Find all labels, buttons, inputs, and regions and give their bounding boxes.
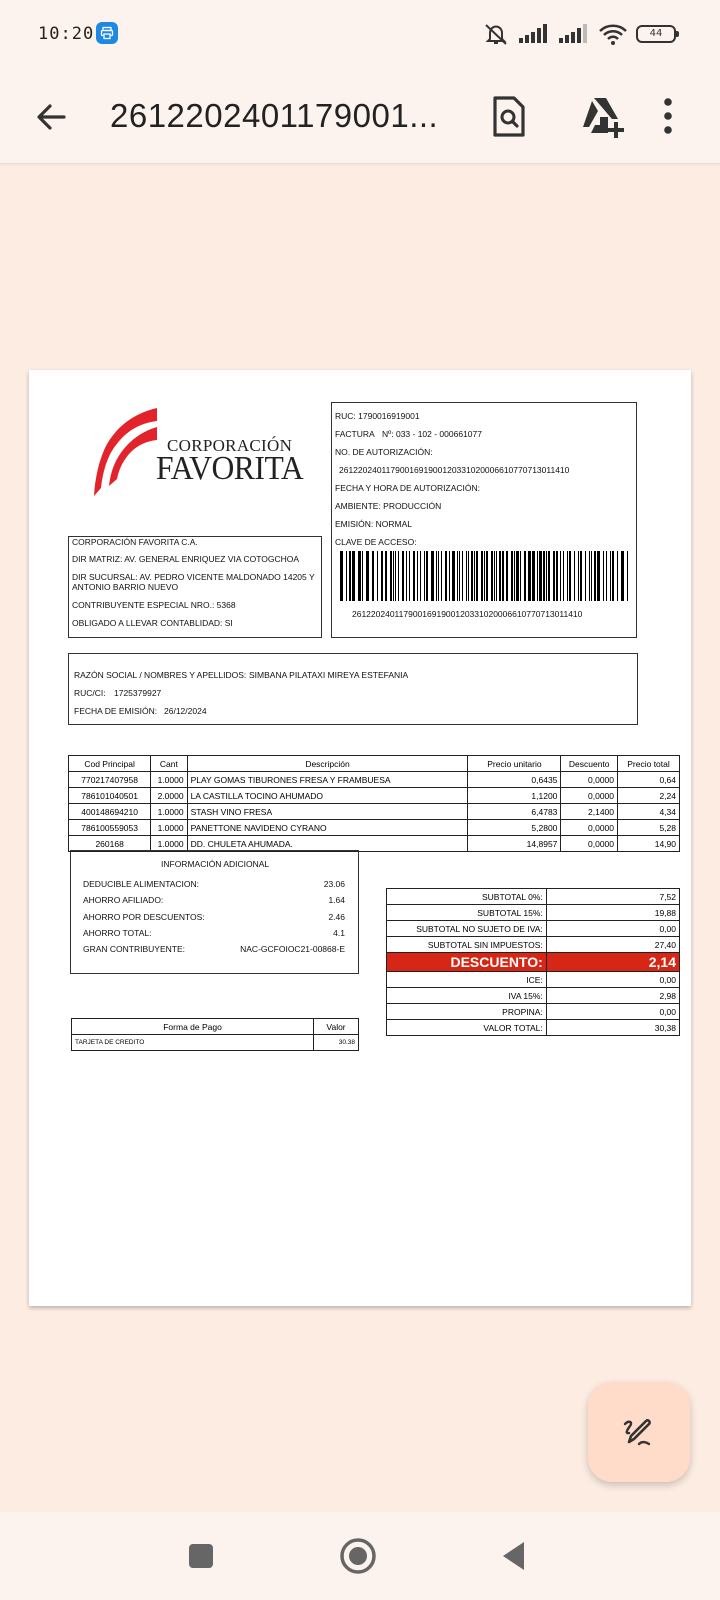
barcode-bar [445,551,447,601]
barcode-bar [532,551,535,601]
barcode-bar [466,551,467,601]
barcode-bar [585,551,586,601]
razon-social-label: RAZÓN SOCIAL / NOMBRES Y APELLIDOS: [74,670,247,680]
barcode-bar [606,551,607,601]
barcode-bar [340,551,343,601]
table-row [69,804,680,820]
totals-label: SUBTOTAL NO SUJETO DE IVA: [387,921,547,937]
totals-value: 7,52 [546,889,679,905]
barcode-bar [462,551,463,601]
wifi-icon [598,22,628,46]
info-value: NAC-GCFOIOC21-00868-E [240,944,345,954]
barcode-bar [543,551,545,601]
ruc-text: RUC: 1790016919001 [335,411,420,421]
barcode-bar [486,551,488,601]
issuer-contabilidad: OBLIGADO A LLEVAR CONTABLIDAD: SI [72,618,233,628]
barcode-bar [496,551,497,601]
item-descuento: 0,0000 [561,820,618,836]
back-arrow-icon[interactable] [30,95,74,139]
barcode-bar [621,551,624,601]
item-cod: 786100559053 [69,820,151,836]
totals-row [387,905,680,921]
barcode-number: 2612202401179001691900120331020006610770713011410 [352,609,583,619]
item-cod: 400148694210 [69,804,151,820]
totals-value: 19,88 [546,905,679,921]
status-bar [0,0,720,70]
barcode-bar [377,551,378,601]
barcode-bar [484,551,485,601]
logo-corporacion-text: CORPORACIÓN [167,436,293,455]
item-total: 5,28 [618,820,680,836]
payment-value: 30.38 [314,1035,359,1051]
barcode-bar [514,551,515,601]
header-precio-total: Precio total [618,756,680,772]
item-descuento: 0,0000 [561,836,618,852]
payment-table [71,1018,359,1051]
barcode-bar [537,551,538,601]
item-total: 2,24 [618,788,680,804]
totals-row [387,1004,680,1020]
item-precio: 6,4783 [468,804,561,820]
issuer-name: CORPORACIÓN FAVORITA C.A. [72,537,198,547]
issuer-sucursal-line2: ANTONIO BARRIO NUEVO [72,582,179,592]
payment-value-header: Valor [314,1019,359,1035]
table-row [69,820,680,836]
factura-label: FACTURA [335,429,375,439]
discount-row [387,953,680,972]
favorita-logo-icon [91,408,161,503]
totals-value: 30,38 [546,1020,679,1036]
item-desc: DD. CHULETA AHUMADA. [187,836,468,852]
barcode-bar [511,551,513,601]
barcode-bar [546,551,547,601]
barcode-bar [349,551,351,601]
totals-row [387,972,680,988]
edit-pen-icon [621,1414,657,1450]
info-label: DEDUCIBLE ALIMENTACION: [83,879,200,889]
more-vert-icon[interactable] [656,92,680,142]
item-descuento: 0,0000 [561,788,618,804]
home-circle-icon[interactable] [338,1536,378,1576]
barcode-bar [524,551,526,601]
totals-table [386,888,680,1036]
items-table [68,755,680,852]
barcode-bar [563,551,564,601]
item-total: 0,64 [618,772,680,788]
totals-label: VALOR TOTAL: [387,1020,547,1036]
additional-info-box [70,850,359,974]
edit-fab-button[interactable] [588,1382,690,1482]
search-document-icon[interactable] [486,92,532,142]
barcode-bar [471,551,473,601]
barcode-bar [617,551,618,601]
item-cant: 1.0000 [151,772,187,788]
emission-date-value: 26/12/2024 [164,706,207,716]
barcode-bar [567,551,568,601]
document-title: 2612202401179001... [110,97,439,134]
barcode-bar [553,551,555,601]
barcode-bar [452,551,455,601]
barcode-bar [362,551,363,601]
issuer-box [68,536,322,638]
barcode-bar [398,551,399,601]
barcode-bar [612,551,614,601]
ambiente-text: AMBIENTE: PRODUCCIÓN [335,501,442,511]
barcode-bar [413,551,415,601]
barcode-bar [589,551,590,601]
barcode-bar [548,551,550,601]
item-descuento: 2,1400 [561,804,618,820]
invoice-page[interactable] [29,370,691,1306]
item-cant: 2.0000 [151,788,187,804]
info-label: GRAN CONTRIBUYENTE: [83,944,186,954]
table-row [69,772,680,788]
item-precio: 0,6435 [468,772,561,788]
issuer-matriz: DIR MATRIZ: AV. GENERAL ENRIQUEZ VIA COTOGCHOA [72,554,300,564]
totals-label: SUBTOTAL 15%: [387,905,547,921]
barcode-bar [372,551,374,601]
item-descuento: 0,0000 [561,772,618,788]
logo-favorita-text: FAVORITA [156,450,304,487]
totals-label: IVA 15%: [387,988,547,1004]
totals-row [387,1020,680,1036]
barcode-bar [506,551,508,601]
barcode-bar [395,551,396,601]
barcode-bar [594,551,596,601]
totals-label: SUBTOTAL 0%: [387,889,547,905]
barcode-bar [436,551,437,601]
barcode-bar [459,551,460,601]
item-total: 4,34 [618,804,680,820]
battery-icon: 44 [636,25,676,43]
authorization-label: NO. DE AUTORIZACIÓN: [335,447,433,457]
barcode-bar [502,551,504,601]
barcode-bar [402,551,404,601]
info-label: AHORRO POR DESCUENTOS: [83,912,205,922]
barcode-bar [346,551,347,601]
signal-icon [558,23,590,45]
totals-row [387,889,680,905]
access-key-label: CLAVE DE ACCESO: [335,537,417,547]
item-desc: PLAY GOMAS TIBURONES FRESA Y FRAMBUESA [187,772,468,788]
barcode-bar [578,551,579,601]
razon-social-value: SIMBANA PILATAXI MIREYA ESTEFANIA [249,670,409,680]
info-value: 1.64 [328,895,345,905]
barcode-bar [580,551,582,601]
totals-value: 0,00 [546,1004,679,1020]
barcode-bar [431,551,434,601]
items-header-row [69,756,680,772]
barcode-bar [499,551,501,601]
barcode-bar [491,551,493,601]
barcode-bar [457,551,458,601]
header-descuento: Descuento [561,756,618,772]
mute-bell-icon [482,22,510,46]
issuer-contribuyente: CONTRIBUYENTE ESPECIAL NRO.: 5368 [72,600,236,610]
print-icon [96,22,118,44]
barcode-bar [424,551,425,601]
payment-method-header: Forma de Pago [72,1019,314,1035]
authorization-box [331,402,637,638]
totals-value: 27,40 [546,937,679,953]
payment-row [72,1035,359,1051]
discount-label: DESCUENTO: [387,953,547,972]
barcode-bar [574,551,575,601]
header-descripcion: Descripción [187,756,468,772]
item-desc: LA CASTILLA TOCINO AHUMADO [187,788,468,804]
totals-value: 0,00 [546,972,679,988]
ruc-ci-label: RUC/CI: [74,688,106,698]
payment-header-row [72,1019,359,1035]
barcode-bar [468,551,469,601]
barcode-bar [591,551,592,601]
barcode-bar [406,551,407,601]
totals-value: 2,98 [546,988,679,1004]
barcode-bar [481,551,483,601]
info-label: AHORRO AFILIADO: [83,895,164,905]
signal-icon [518,23,550,45]
barcode-bar [560,551,561,601]
barcode-bar [597,551,600,601]
barcode-bar [520,551,521,601]
totals-label: PROPINA: [387,1004,547,1020]
barcode-bar [474,551,475,601]
info-value: 2.46 [328,912,345,922]
totals-row [387,937,680,953]
item-cod: 786101040501 [69,788,151,804]
item-total: 14,90 [618,836,680,852]
additional-info-title: INFORMACIÓN ADICIONAL [161,859,270,869]
barcode-bar [610,551,611,601]
item-desc: STASH VINO FRESA [187,804,468,820]
emission-date-label: FECHA DE EMISIÓN: [74,706,158,716]
barcode-bar [494,551,495,601]
factura-number: Nº: 033 - 102 - 000661077 [382,429,482,439]
navigation-bar [0,1512,720,1600]
barcode-bar [627,551,628,601]
authorization-number: 2612202401179001691900120331020006610770713011410 [339,465,570,475]
barcode-bar [426,551,428,601]
barcode-bar [366,551,369,601]
barcode-bar [358,551,361,601]
totals-label: ICE: [387,972,547,988]
totals-label: SUBTOTAL SIN IMPUESTOS: [387,937,547,953]
header-cod-principal: Cod Principal [69,756,151,772]
item-cant: 1.0000 [151,836,187,852]
payment-method: TARJETA DE CREDITO [72,1035,314,1051]
barcode-bar [569,551,571,601]
barcode-bar [556,551,558,601]
info-value: 4.1 [333,928,345,938]
customer-box [68,653,638,725]
barcode-bar [417,551,418,601]
barcode-bar [476,551,478,601]
barcode-bar [539,551,542,601]
status-time: 10:20 [38,24,95,44]
issuer-sucursal-line1: DIR SUCURSAL: AV. PEDRO VICENTE MALDONADO 14205 Y [72,572,315,582]
barcode-bar [381,551,383,601]
ruc-ci-value: 1725379927 [114,688,162,698]
barcode-bar [420,551,421,601]
item-cod: 770217407958 [69,772,151,788]
barcode-bar [441,551,442,601]
recents-square-icon[interactable] [187,1542,215,1570]
barcode-bar [528,551,531,601]
item-precio: 1,1200 [468,788,561,804]
authorization-date-label: FECHA Y HORA DE AUTORIZACIÓN: [335,483,481,493]
barcode-bar [393,551,394,601]
barcode-bar [438,551,439,601]
info-label: AHORRO TOTAL: [83,928,152,938]
item-precio: 5,2800 [468,820,561,836]
item-cod: 260168 [69,836,151,852]
totals-row [387,921,680,937]
barcode [340,551,630,601]
barcode-bar [449,551,450,601]
back-triangle-icon[interactable] [500,1540,528,1572]
app-bar [0,70,720,165]
item-cant: 1.0000 [151,820,187,836]
totals-value: 0,00 [546,921,679,937]
barcode-bar [352,551,355,601]
header-cant: Cant [151,756,187,772]
table-row [69,788,680,804]
header-precio-unitario: Precio unitario [468,756,561,772]
info-value: 23.06 [323,879,345,889]
drive-add-icon[interactable] [578,92,628,142]
barcode-bar [385,551,387,601]
totals-row [387,988,680,1004]
barcode-bar [516,551,519,601]
item-desc: PANETTONE NAVIDENO CYRANO [187,820,468,836]
item-precio: 14,8957 [468,836,561,852]
item-cant: 1.0000 [151,804,187,820]
barcode-bar [409,551,410,601]
app-bar-shadow [0,163,720,166]
barcode-bar [603,551,604,601]
discount-value: 2,14 [546,953,679,972]
barcode-bar [390,551,392,601]
emision-text: EMISIÓN: NORMAL [335,519,412,529]
